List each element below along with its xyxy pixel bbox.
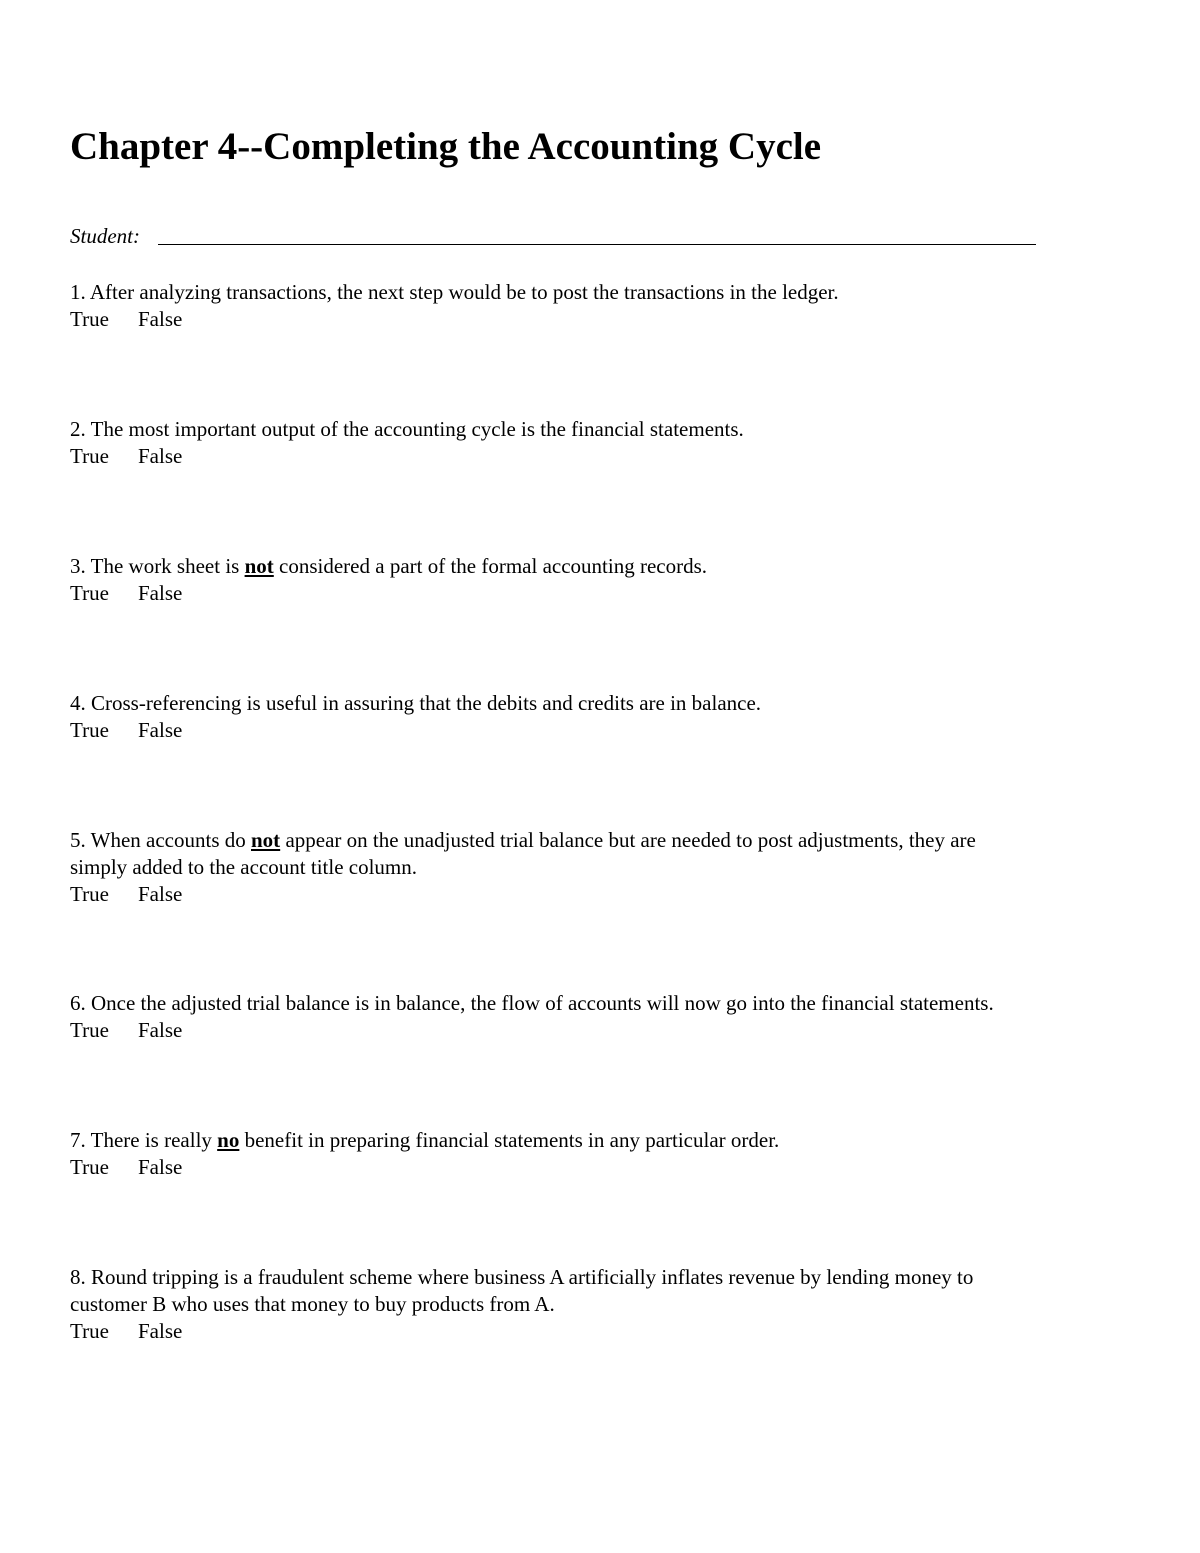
question-2-text — [70, 416, 1130, 443]
question-4-text — [70, 690, 1130, 717]
question-text: Round tripping is a fraudulent scheme where business A artificially inflates revenue by lending money to customer B who uses that money to buy products from A. — [70, 1265, 974, 1316]
question-text-after: considered a part of the formal accounting records. — [273, 554, 708, 578]
option-true[interactable]: True — [70, 882, 109, 906]
answer-options — [70, 1154, 1130, 1181]
question-5-text — [70, 827, 1130, 881]
page-title: Chapter 4--Completing the Accounting Cycle — [70, 125, 822, 168]
option-false[interactable]: False — [138, 1155, 183, 1179]
answer-options — [70, 443, 1130, 470]
question-8-text — [70, 1264, 1130, 1318]
option-true[interactable]: True — [70, 718, 109, 742]
question-number: 2. — [70, 417, 86, 441]
option-false[interactable]: False — [138, 1319, 183, 1343]
student-label: Student: — [70, 224, 140, 248]
answer-options — [70, 580, 1130, 607]
question-text-before: The work sheet is — [90, 554, 245, 578]
answer-options — [70, 1017, 1130, 1044]
question-number: 6. — [70, 991, 86, 1015]
question-4 — [70, 690, 1130, 744]
question-2 — [70, 416, 1130, 470]
question-3 — [70, 553, 1130, 607]
question-number: 1. — [70, 280, 86, 304]
question-number: 3. — [70, 554, 86, 578]
option-false[interactable]: False — [138, 581, 183, 605]
option-true[interactable]: True — [70, 307, 109, 331]
question-number: 8. — [70, 1265, 86, 1289]
student-name-blank[interactable] — [158, 244, 1036, 245]
question-text: The most important output of the accounting cycle is the financial statements. — [90, 417, 744, 441]
answer-options — [70, 881, 1130, 908]
option-true[interactable]: True — [70, 1018, 109, 1042]
answer-options — [70, 1318, 1130, 1345]
option-false[interactable]: False — [138, 307, 183, 331]
question-1 — [70, 279, 1130, 333]
question-text-after: benefit in preparing financial statements in any particular order. — [239, 1128, 780, 1152]
option-true[interactable]: True — [70, 1155, 109, 1179]
question-text: After analyzing transactions, the next step would be to post the transactions in the ledger. — [89, 280, 839, 304]
answer-options — [70, 306, 1130, 333]
question-text-before: When accounts do — [90, 828, 251, 852]
question-5 — [70, 827, 1130, 908]
question-number: 4. — [70, 691, 86, 715]
question-6 — [70, 990, 1130, 1044]
answer-options — [70, 717, 1130, 744]
question-6-text — [70, 990, 1130, 1017]
question-text-before: There is really — [90, 1128, 218, 1152]
option-true[interactable]: True — [70, 581, 109, 605]
option-false[interactable]: False — [138, 1018, 183, 1042]
question-number: 5. — [70, 828, 86, 852]
question-text: Cross-referencing is useful in assuring that the debits and credits are in balance. — [91, 691, 762, 715]
question-text: Once the adjusted trial balance is in balance, the flow of accounts will now go into the financial statements. — [91, 991, 994, 1015]
question-7 — [70, 1127, 1130, 1181]
question-text-after: appear on the unadjusted trial balance but are needed to post adjustments, they are simply added to the account title column. — [70, 828, 976, 879]
emphasis-word: not — [251, 828, 281, 852]
option-true[interactable]: True — [70, 444, 109, 468]
option-false[interactable]: False — [138, 882, 183, 906]
emphasis-word: not — [244, 554, 274, 578]
student-name-row — [70, 222, 1040, 250]
question-number: 7. — [70, 1128, 86, 1152]
question-3-text — [70, 553, 1130, 580]
question-8 — [70, 1264, 1130, 1345]
option-false[interactable]: False — [138, 718, 183, 742]
emphasis-word: no — [217, 1128, 240, 1152]
option-false[interactable]: False — [138, 444, 183, 468]
question-7-text — [70, 1127, 1130, 1154]
question-1-text — [70, 279, 1130, 306]
option-true[interactable]: True — [70, 1319, 109, 1343]
